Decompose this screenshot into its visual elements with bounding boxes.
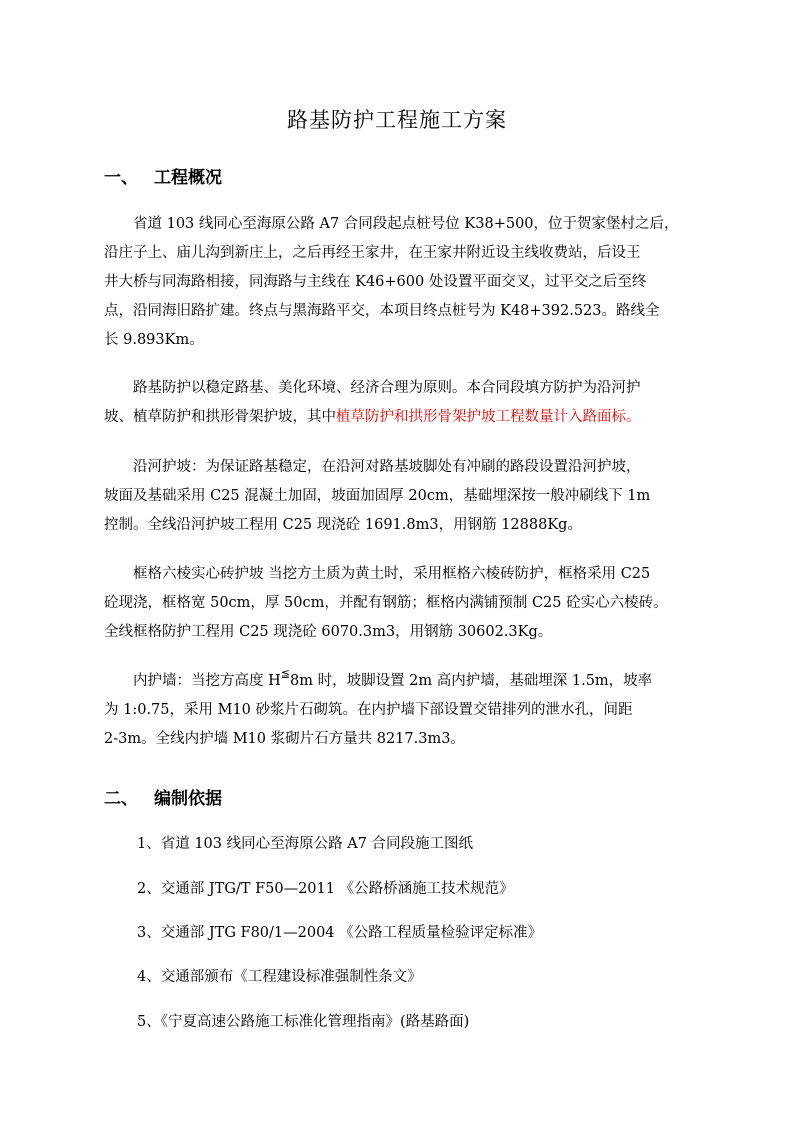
text-line	[104, 403, 704, 432]
highlighted-text: 植草防护和拱形骨架护坡工程数量计入路面标。	[336, 409, 641, 425]
reference-item: 5、《宁夏高速公路施工标准化管理指南》(路基路面)	[137, 1014, 470, 1030]
text-line: 砼现浇，框格宽 50cm，厚 50cm，并配有钢筋；框格内满铺预制 C25 砼实心六棱砖。	[104, 595, 668, 611]
text-line: 点，沿同海旧路扩建。终点与黑海路平交，本项目终点桩号为 K48+392.523。路线全	[104, 303, 660, 319]
text-plain: 坡、植草防护和拱形骨架护坡，其中	[104, 409, 336, 425]
text-line	[104, 667, 704, 696]
text-plain: 8m 时，坡脚设置 2m 高内护墙，基础埋深 1.5m，坡率	[289, 673, 653, 689]
text-line: 坡面及基础采用 C25 混凝土加固，坡面加固厚 20cm，基础埋深按一般冲刷线下 1m	[104, 488, 651, 504]
text-line: 控制。全线沿河护坡工程用 C25 现浇砼 1691.8m3，用钢筋 12888Kg。	[104, 517, 582, 533]
text-line: 沿河护坡：为保证路基稳定，在沿河对路基坡脚处有冲刷的路段设置沿河护坡，	[104, 459, 641, 475]
section-title: 工程概况	[154, 168, 222, 188]
text-line: 2-3m。全线内护墙 M10 浆砌片石方量共 8217.3m3。	[104, 731, 465, 747]
text-line: 长 9.893Km。	[104, 332, 204, 348]
reference-item: 3、交通部 JTG F80/1—2004 《公路工程质量检验评定标准》	[137, 925, 543, 941]
paragraph-protection-principle	[104, 374, 704, 432]
section-heading-overview	[104, 163, 222, 188]
text-line: 井大桥与同海路相接，同海路与主线在 K46+600 处设置平面交叉，过平交之后至终	[104, 274, 647, 290]
paragraph-inner-retaining-wall	[104, 667, 704, 754]
section-title: 编制依据	[154, 789, 222, 809]
text-plain: 内护墙：当挖方高度 H	[104, 673, 281, 689]
paragraph-project-overview	[104, 210, 704, 355]
paragraph-riverside-slope	[104, 453, 704, 540]
section-number: 一、	[104, 168, 138, 188]
section-number: 二、	[104, 789, 138, 809]
reference-item: 2、交通部 JTG/T F50—2011 《公路桥涵施工技术规范》	[137, 881, 514, 897]
paragraph-frame-hexagon-brick	[104, 560, 704, 647]
text-line: 为 1:0.75，采用 M10 砂浆片石砌筑。在内护墙下部设置交错排列的泄水孔，间距	[104, 702, 633, 718]
text-line: 省道 103 线同心至海原公路 A7 合同段起点桩号位 K38+500，位于贺家堡村之后，	[104, 216, 679, 232]
leq-symbol: ≦	[280, 667, 290, 680]
reference-item: 4、交通部颁布《工程建设标准强制性条文》	[137, 969, 422, 985]
reference-item: 1、省道 103 线同心至海原公路 A7 合同段施工图纸	[137, 836, 474, 852]
text-line: 路基防护以稳定路基、美化环境、经济合理为原则。本合同段填方防护为沿河护	[104, 380, 641, 396]
text-line: 沿庄子上、庙儿沟到新庄上，之后再经王家井，在王家井附近设主线收费站，后设王	[104, 245, 641, 261]
section-heading-basis	[104, 784, 222, 809]
text-line: 全线框格防护工程用 C25 现浇砼 6070.3m3，用钢筋 30602.3Kg。	[104, 624, 553, 640]
text-line: 框格六棱实心砖护坡 当挖方土质为黄土时，采用框格六棱砖防护，框格采用 C25	[104, 566, 651, 582]
document-title: 路基防护工程施工方案	[287, 108, 507, 132]
